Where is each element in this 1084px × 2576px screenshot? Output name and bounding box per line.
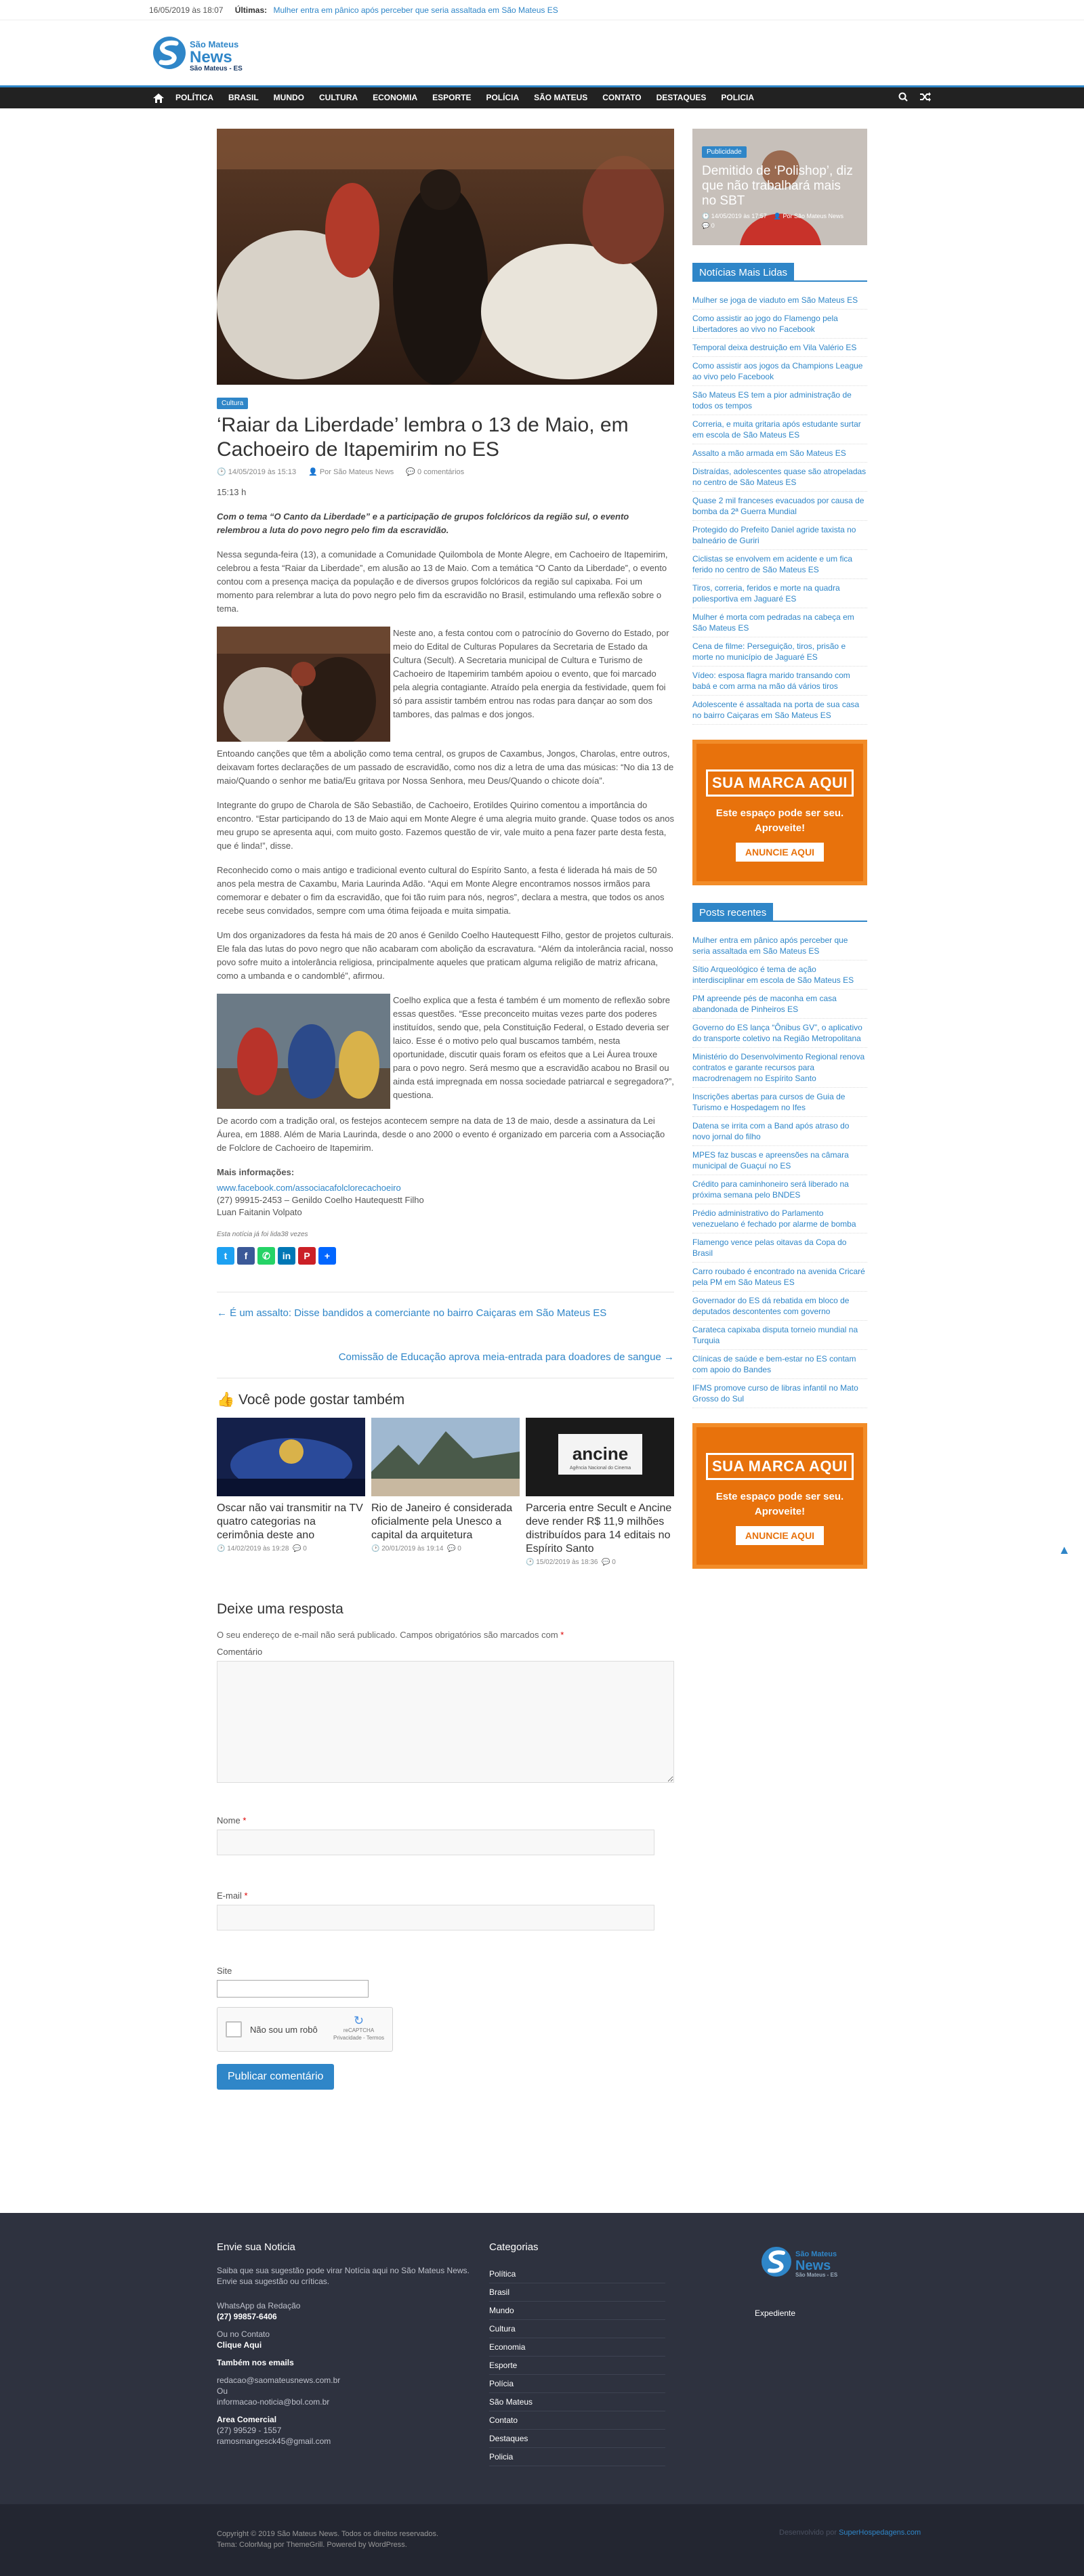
footer-category-item[interactable]: São Mateus (489, 2393, 665, 2411)
nav-item-policia-2[interactable]: POLICIA (721, 93, 755, 102)
footer-categories-title: Categorias (489, 2241, 539, 2253)
article-inline-image-2 (217, 994, 390, 1109)
most-read-item[interactable]: Temporal deixa destruição em Vila Valério ES (692, 339, 867, 357)
most-read-item[interactable]: Vídeo: esposa flagra marido transando com babá e com arma na mão dá vários tiros (692, 667, 867, 696)
ad-text: Este espaço pode ser seu. (715, 807, 844, 819)
developer-label: Desenvolvido por (779, 2529, 837, 2537)
related-item[interactable] (526, 1418, 674, 1566)
sidebar (692, 129, 867, 1569)
whatsapp-icon[interactable]: ✆ (257, 1247, 275, 1265)
name-label: Nome (217, 1815, 241, 1825)
paragraph: De acordo com a tradição oral, os festejos acontecem sempre na data de 13 de maio, desde a assinatura da Lei Áurea, em 1888. Além de Maria Laurinda, desde o ano 2000 o evento é organizado em parceria com a Associação de Folclore de Cachoeiro de Itapemirim. (217, 1116, 665, 1153)
most-read-item[interactable]: Protegido do Prefeito Daniel agride taxista no balneário de Guriri (692, 521, 867, 550)
most-read-item[interactable]: Mulher é morta com pedradas na cabeça em São Mateus ES (692, 608, 867, 637)
recaptcha-brand: reCAPTCHA (343, 2027, 375, 2033)
article-meta (217, 467, 674, 476)
comment-textarea[interactable] (217, 1661, 674, 1783)
related-image-oscar[interactable] (217, 1418, 365, 1496)
most-read-item[interactable]: Cena de filme: Perseguição, tiros, prisão e morte no município de Jaguaré ES (692, 637, 867, 667)
whatsapp-label: WhatsApp da Redação (217, 2301, 301, 2310)
main-navigation (0, 85, 1084, 108)
svg-text:News: News (190, 48, 232, 66)
footer-contact: Envie sua Noticia Saiba que sua sugestão pode virar Notícia aqui no São Mateus News. Envie sua sugestão ou críticas. WhatsApp da Redação (27) 99857-6406 Ou no Contato Clique Aqui Também nos emails redacao@saomateusnews.com.br Ou informacao-noticia@bol.com.br Area Comercial (27) 99529 - 1557 ramosmangesck45@gmail.com (217, 2241, 474, 2453)
linkedin-icon[interactable]: in (278, 1247, 295, 1265)
nav-item-economia[interactable]: ECONOMIA (373, 93, 418, 102)
recent-post-item[interactable]: Datena se irrita com a Band após atraso do novo jornal do filho (692, 1117, 867, 1146)
related-posts (217, 1392, 674, 1566)
footer-category-item[interactable]: Economia (489, 2338, 665, 2357)
bottom-bar (0, 2504, 1084, 2576)
paragraph: Integrante do grupo de Charola de São Sebastião, de Cachoeiro, Erotildes Quirino comentou a importância do encontro. “Estar participando do 13 de Maio aqui em Monte Alegre é uma alegria muito grande. Quase todos os anos meu grupo se apresenta aqui, com muito gosto. Fazemos questão de vir, vale muito a pena fazer parte desta festa, que é linda!”, disse. (217, 800, 674, 851)
footer-logo-col (755, 2241, 867, 2318)
footer-category-item[interactable]: Cultura (489, 2320, 665, 2338)
related-item[interactable] (371, 1418, 520, 1566)
paragraph: Nessa segunda-feira (13), a comunidade a Comunidade Quilombola de Monte Alegre, em Cachoeiro de Itapemirim, celebrou a festa “Raiar da Liberdade”, em alusão ao 13 de Maio. Com a temática “O Canto da Liberdade”, o evento contou com a presença maciça da população e de diversos grupos folclóricos da região sul capixaba. Foi um momento para relembrar a luta do povo negro pelo fim da escravidão no Brasil, estimulando uma reflexão sobre o tema. (217, 549, 668, 614)
info-name: Luan Faitanin Volpato (217, 1207, 302, 1217)
developer-link[interactable]: SuperHospedagens.com (839, 2529, 921, 2537)
ad-headline: SUA MARCA AQUI (706, 769, 854, 797)
nav-item-sao-mateus[interactable]: SÃO MATEUS (534, 93, 588, 102)
recent-post-item[interactable]: Ministério do Desenvolvimento Regional renova contratos e garante recursos para macrodrenagem no Espírito Santo (692, 1048, 867, 1088)
theme-credit: Tema: ColorMag por ThemeGrill. Powered by WordPress. (217, 2541, 407, 2549)
submit-comment-button[interactable]: Publicar comentário (217, 2064, 334, 2090)
article-body (217, 486, 674, 1242)
commercial-email: ramosmangesck45@gmail.com (217, 2436, 331, 2446)
footer-category-item[interactable]: Mundo (489, 2302, 665, 2320)
nav-item-brasil[interactable]: BRASIL (228, 93, 259, 102)
footer (0, 2213, 1084, 2504)
svg-text:São Mateus: São Mateus (190, 39, 239, 49)
related-image-rio[interactable] (371, 1418, 520, 1496)
reply-heading: Deixe uma resposta (217, 1601, 343, 1617)
related-meta: 🕑 14/02/2019 às 19:28 💬 0 (217, 1545, 307, 1553)
svg-text:Agência Nacional do Cinema: Agência Nacional do Cinema (569, 1466, 631, 1471)
paragraph: Entoando canções que têm a abolição como tema central, os grupos de Caxambus, Jongos, Charolas, entre outros, deixavam fortes declarações de um passado de escravidão, como nos diz a letra de uma das músicas: “No dia 13 de maio/Quando o senhor me batia/Eu gritava por Nossa Senhora, meu Deus/Quando o chicote doía”. (217, 748, 674, 786)
sidebar-featured-post[interactable] (692, 129, 867, 245)
recent-post-item[interactable]: Inscrições abertas para cursos de Guia de Turismo e Hospedagem no Ifes (692, 1088, 867, 1117)
recent-post-item[interactable]: Sítio Arqueológico é tema de ação interdisciplinar em escola de São Mateus ES (692, 960, 867, 990)
article-time: 15:13 h (217, 487, 247, 497)
footer-logo[interactable] (759, 2241, 867, 2282)
info-phone: (27) 99915-2453 – Genildo Coelho Hautequestt Filho (217, 1195, 424, 1205)
recent-post-item[interactable]: Governador do ES dá rebatida em bloco de deputados descontentes com governo (692, 1292, 867, 1321)
most-read-item[interactable]: Tiros, correria, feridos e morte na quadra poliesportiva em Jaguaré ES (692, 579, 867, 608)
search-icon[interactable] (898, 92, 908, 104)
pinterest-icon[interactable]: P (298, 1247, 316, 1265)
related-title[interactable]: Parceria entre Secult e Ancine deve render R$ 11,9 milhões distribuídos para 14 editais no Espírito Santo (526, 1502, 672, 1555)
most-read-item[interactable]: Mulher se joga de viaduto em São Mateus ES (692, 291, 867, 310)
related-meta: 🕑 20/01/2019 às 19:14 💬 0 (371, 1545, 461, 1553)
most-read-item[interactable]: Assalto a mão armada em São Mateus ES (692, 444, 867, 463)
scroll-to-top-icon[interactable]: ▲ (1058, 1543, 1070, 1557)
recent-post-item[interactable]: Governo do ES lança “Ônibus GV”, o aplicativo do transporte coletivo na Região Metropolitana (692, 1019, 867, 1048)
recent-post-item[interactable]: Carro roubado é encontrado na avenida Cricaré pela PM em São Mateus ES (692, 1263, 867, 1292)
footer-contact-title: Envie sua Noticia (217, 2241, 295, 2253)
recent-post-item[interactable]: IFMS promove curso de libras infantil no Mato Grosso do Sul (692, 1379, 867, 1408)
nav-item-policia[interactable]: POLÍCIA (486, 93, 520, 102)
svg-text:News: News (795, 2258, 831, 2273)
contact-link[interactable]: Clique Aqui (217, 2340, 262, 2350)
home-icon[interactable] (149, 87, 168, 108)
article-author[interactable]: 👤 Por São Mateus News (308, 468, 394, 476)
recent-posts-widget-title: Posts recentes (692, 903, 867, 922)
nav-item-esporte[interactable]: ESPORTE (432, 93, 472, 102)
post-navigation (217, 1292, 674, 1378)
comment-label: Comentário (217, 1647, 263, 1657)
footer-categories (489, 2241, 665, 2466)
paragraph: Reconhecido como o mais antigo e tradicional evento cultural do Espírito Santo, a festa é liderada há mais de 50 anos pela mestra de Caxambu, Maria Laurinda Adão. “Aqui em Monte Alegre encontramos nossos irmãos para comemorar e debater o fim da escravidão, que foi tão ruim para nós, negros”, declara a mestra, que todos os anos recebe seus convidados, sempre com uma ótima feijoada e muita simpatia. (217, 865, 665, 916)
featured-title[interactable]: Demitido de ‘Polishop’, diz que não trabalhará mais no SBT (702, 164, 853, 208)
featured-tag[interactable]: Publicidade (702, 146, 747, 158)
thumbs-up-icon: 👍 (217, 1392, 235, 1408)
svg-text:São Mateus: São Mateus (795, 2250, 837, 2258)
reply-note: O seu endereço de e-mail não será publicado. Campos obrigatórios são marcados com (217, 1630, 558, 1640)
recent-post-item[interactable]: Prédio administrativo do Parlamento venezuelano é fechado por alarme de bomba (692, 1204, 867, 1233)
email-input[interactable] (217, 1905, 654, 1930)
footer-category-item[interactable]: Policia (489, 2448, 665, 2466)
paragraph: Neste ano, a festa contou com o patrocínio do Governo do Estado, por meio do Edital de Culturas Populares da Secretaria de Estado da Cultura (Secult). A Secretaria municipal de Cultura e Turismo de Cachoeiro de Itapemirim também apoiou o evento, que foi marcado pela alegria contagiante. Atraído pela energia da festividade, quem foi só para assistir também entrou nas rodas para dançar ao som dos tambores, das palmas e dos jongos. (393, 628, 669, 719)
most-read-item[interactable]: Ciclistas se envolvem em acidente e um fica ferido no centro de São Mateus ES (692, 550, 867, 579)
latest-label: Últimas: (234, 5, 268, 15)
whatsapp-number: (27) 99857-6406 (217, 2312, 277, 2321)
related-title[interactable]: Oscar não vai transmitir na TV quatro categorias na cerimônia deste ano (217, 1502, 363, 1541)
site-label: Site (217, 1966, 232, 1976)
most-read-list (692, 291, 867, 725)
recaptcha-label: Não sou um robô (250, 2024, 318, 2035)
site-logo[interactable] (149, 31, 271, 75)
email-2: informacao-noticia@bol.com.br (217, 2397, 330, 2407)
most-read-item[interactable]: São Mateus ES tem a pior administração de todos os tempos (692, 386, 867, 415)
recent-post-item[interactable]: PM apreende pés de maconha em casa abandonada de Pinheiros ES (692, 990, 867, 1019)
footer-category-item[interactable]: Destaques (489, 2430, 665, 2448)
svg-text:ancine: ancine (572, 1443, 629, 1464)
contact-label: Ou no Contato (217, 2329, 270, 2339)
related-item[interactable] (217, 1418, 365, 1566)
most-read-item[interactable]: Correria, e muita gritaria após estudante surtar em escola de São Mateus ES (692, 415, 867, 444)
nav-item-destaques[interactable]: DESTAQUES (656, 93, 707, 102)
ad-headline: SUA MARCA AQUI (706, 1453, 854, 1480)
footer-contact-text: Saiba que sua sugestão pode virar Notícia aqui no São Mateus News. Envie sua sugestão ou críticas. (217, 2266, 470, 2286)
nav-item-mundo[interactable]: MUNDO (273, 93, 304, 102)
share-plus-icon[interactable]: + (318, 1247, 336, 1265)
ad-cta-button[interactable]: ANUNCIE AQUI (736, 843, 824, 862)
recaptcha-widget[interactable] (217, 2007, 393, 2052)
recaptcha-icon: ↻ (353, 2014, 364, 2027)
most-read-item[interactable]: Distraídas, adolescentes quase são atropeladas no centro de São Mateus ES (692, 463, 867, 492)
recaptcha-checkbox[interactable] (226, 2021, 242, 2037)
current-date: 16/05/2019 às 18:07 (149, 5, 224, 15)
info-label: Mais informações: (217, 1167, 295, 1177)
recent-post-item[interactable]: Caratecа capixaba disputa torneio mundial na Turquia (692, 1321, 867, 1350)
nav-item-contato[interactable]: CONTATO (602, 93, 642, 102)
emails-label: Também nos emails (217, 2358, 294, 2367)
email-1: redacao@saomateusnews.com.br (217, 2376, 341, 2385)
featured-comments: 💬 0 (702, 222, 715, 229)
ad-subtext: Aproveite! (754, 822, 806, 834)
twitter-icon[interactable]: t (217, 1247, 234, 1265)
info-facebook-link[interactable]: www.facebook.com/associacafolclorecachoeiro (217, 1183, 401, 1193)
recaptcha-terms: Privacidade - Termos (333, 2035, 384, 2041)
nav-item-cultura[interactable]: CULTURA (319, 93, 358, 102)
footer-category-item[interactable]: Brasil (489, 2283, 665, 2302)
recent-post-item[interactable]: Crédito para caminhoneiro será liberado na próxima semana pelo BNDES (692, 1175, 867, 1204)
article-lead: Com o tema “O Canto da Liberdade” e a participação de grupos folclóricos da região sul, o evento relembrou a luta do povo negro pelo fim da escravidão. (217, 511, 629, 535)
footer-category-item[interactable]: Esporte (489, 2357, 665, 2375)
svg-text:São Mateus - ES: São Mateus - ES (190, 65, 243, 72)
commercial-phone: (27) 99529 - 1557 (217, 2426, 282, 2435)
copyright: Copyright © 2019 São Mateus News. Todos os direitos reservados. (217, 2530, 439, 2538)
main-content (217, 129, 674, 2090)
paragraph: Um dos organizadores da festa há mais de 20 anos é Genildo Coelho Hautequestt Filho, gestor de projetos culturais. Ele fala das lutas do povo negro que não acabaram com abolição da escravatura. “Além da intolerância racial, nosso povo sofre muito a intolerância religiosa, principalmente aqueles que praticam alguma religião de matriz africana, como a umbanda e o candomblé”, afirmou. (217, 930, 674, 981)
footer-category-item[interactable]: Contato (489, 2411, 665, 2430)
article-inline-image-1 (217, 627, 390, 742)
commercial-label: Area Comercial (217, 2415, 277, 2424)
ad-subtext: Aproveite! (754, 1506, 806, 1517)
category-tag[interactable]: Cultura (217, 398, 248, 409)
ad-banner-2[interactable] (692, 1423, 867, 1569)
footer-category-item[interactable]: Polícia (489, 2375, 665, 2393)
share-buttons (217, 1247, 674, 1265)
nav-item-politica[interactable]: POLÍTICA (175, 93, 213, 102)
header (0, 20, 1084, 85)
article-title: ‘Raiar da Liberdade’ lembra o 13 de Maio, em Cachoeiro de Itapemirim no ES (217, 414, 629, 461)
ad-cta-button[interactable]: ANUNCIE AQUI (736, 1526, 824, 1545)
expediente-link[interactable]: Expediente (755, 2308, 796, 2318)
article-date[interactable]: 🕑 14/05/2019 às 15:13 (217, 468, 297, 476)
next-post-link[interactable]: Comissão de Educação aprova meia-entrada para doadores de sangue → (338, 1351, 674, 1363)
svg-text:São Mateus - ES: São Mateus - ES (795, 2272, 838, 2278)
most-read-item[interactable]: Como assistir aos jogos da Champions League ao vivo pelo Facebook (692, 357, 867, 386)
related-meta: 🕑 15/02/2019 às 18:36 💬 0 (526, 1559, 616, 1566)
article-hero-image (217, 129, 674, 385)
name-input[interactable] (217, 1830, 654, 1855)
previous-post-link[interactable]: ← É um assalto: Disse bandidos a comerciante no bairro Caiçaras em São Mateus ES (217, 1307, 607, 1319)
featured-meta: 🕑 14/05/2019 às 17:57 👤 Por São Mateus News (702, 213, 844, 219)
footer-category-item[interactable]: Política (489, 2265, 665, 2283)
related-title[interactable]: Rio de Janeiro é considerada oficialmente pela Unesco a capital da arquitetura (371, 1502, 513, 1541)
email-label: E-mail (217, 1891, 242, 1901)
paragraph: Coelho explica que a festa é também é um momento de reflexão sobre essas questões. “Esse preconceito muitas vezes parte dos poderes instituídos, sendo que, pela Constituição Federal, o Estado deveria ser laico. Esse é o motivo pelo qual buscamos também, nesta oportunidade, discutir quais foram os efeitos que a Lei Áurea trouxe para o povo negro. Será mesmo que a escravidão acabou no Brasil ou ainda está impregnada em nossa sociedade patriarcal e segregadora?”, questiona. (393, 995, 674, 1100)
recent-post-item[interactable]: MPES faz buscas e apreensões na câmara municipal de Guaçuí no ES (692, 1146, 867, 1175)
ad-banner[interactable] (692, 740, 867, 885)
most-read-item[interactable]: Quase 2 mil franceses evacuados por causa de bomba da 2ª Guerra Mundial (692, 492, 867, 521)
top-bar (0, 0, 1084, 20)
recent-post-item[interactable]: Mulher entra em pânico após perceber que seria assaltada em São Mateus ES (692, 931, 867, 960)
ad-text: Este espaço pode ser seu. (715, 1491, 844, 1502)
related-heading: Você pode gostar também (238, 1392, 405, 1408)
recent-posts-list (692, 931, 867, 1408)
article-comments[interactable]: 💬 0 comentários (406, 468, 465, 476)
random-post-icon[interactable] (920, 92, 931, 104)
site-input[interactable] (217, 1980, 369, 1998)
related-image-ancine[interactable] (526, 1418, 674, 1496)
recent-post-item[interactable]: Flamengo vence pelas oitavas da Copa do Brasil (692, 1233, 867, 1263)
most-read-item[interactable]: Como assistir ao jogo do Flamengo pela Libertadores ao vivo no Facebook (692, 310, 867, 339)
comment-form: Deixe uma resposta O seu endereço de e-mail não será publicado. Campos obrigatórios são marcados com * Comentário Nome * E-mail * Site Não sou um robô ↻ reCAPTCHA Privacidade - Termos Publicar comentário (217, 1601, 674, 2090)
facebook-icon[interactable]: f (237, 1247, 255, 1265)
most-read-item[interactable]: Adolescente é assaltada na porta de sua casa no bairro Caiçaras em São Mateus ES (692, 696, 867, 725)
views-count: Esta notícia já foi lida38 vezes (217, 1231, 308, 1238)
latest-news-link[interactable]: Mulher entra em pânico após perceber que seria assaltada em São Mateus ES (273, 5, 558, 15)
recent-post-item[interactable]: Clínicas de saúde e bem-estar no ES contam com apoio do Bandes (692, 1350, 867, 1379)
most-read-widget-title: Notícias Mais Lidas (692, 263, 867, 282)
